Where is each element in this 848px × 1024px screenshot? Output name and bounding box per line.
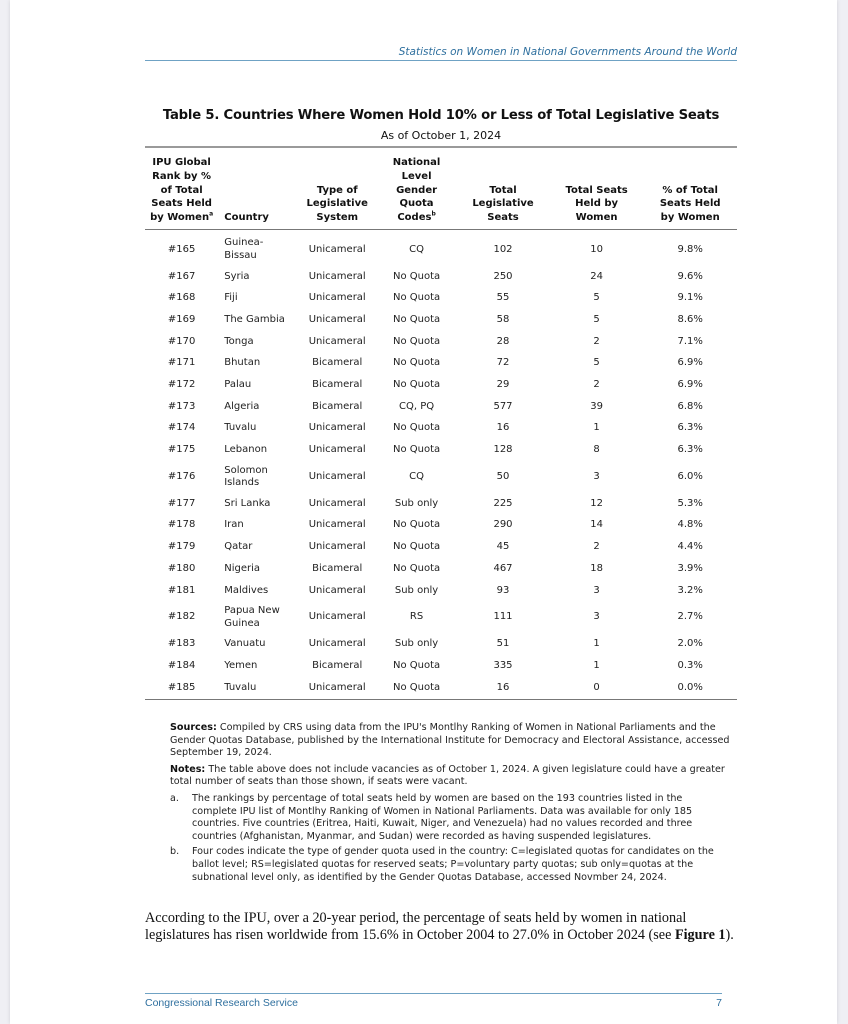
- cell-quota: No Quota: [392, 379, 441, 391]
- footnote-text: The rankings by percentage of total seats held by women are based on the 193 countries listed in the complete IPU list of Montlhy Ranking of Women in National Parliaments. Data was available for only 185 countries. Five countries (Eritrea, Haiti, Kuwait, Niger, and Venezuela) had no values recorded and three countries (Afghanistan, Myanmar, and Sudan) were recorded as having suspended legislatures.: [192, 792, 693, 842]
- table-row: [145, 353, 737, 375]
- document-page: [10, 0, 837, 1024]
- table-title: Table 5. Countries Where Women Hold 10% or Less of Total Legislative Seats: [162, 108, 720, 123]
- table-row: [145, 266, 737, 288]
- cell-women: 5: [593, 313, 600, 325]
- cell-quota: No Quota: [392, 422, 441, 434]
- cell-country: Algeria: [224, 400, 260, 412]
- cell-percent: 2.0%: [677, 638, 703, 650]
- cell-country: Nigeria: [224, 562, 261, 574]
- cell-rank: #176: [167, 470, 196, 482]
- cell-country: Vanuatu: [224, 638, 266, 650]
- cell-total: 51: [496, 638, 510, 650]
- table-row: [145, 655, 737, 677]
- cell-percent: 6.9%: [677, 357, 703, 369]
- column-header-quota: National Level Gender Quota Codes$^b$: [377, 147, 456, 229]
- cell-country: Fiji: [224, 292, 238, 304]
- cell-country: Tuvalu: [224, 422, 257, 434]
- cell-women: 1: [593, 422, 600, 434]
- cell-total: 72: [496, 357, 510, 369]
- table-row: [145, 493, 737, 515]
- page-number: 7: [716, 997, 722, 1009]
- table-row: [145, 461, 737, 493]
- cell-women: 39: [590, 400, 603, 412]
- cell-percent: 6.3%: [677, 444, 703, 456]
- table-row: [145, 331, 737, 353]
- cell-total: 128: [493, 444, 513, 456]
- cell-total: 467: [493, 562, 513, 574]
- cell-quota: CQ, PQ: [398, 400, 435, 412]
- column-header-women-seats: Total Seats Held by Women: [550, 147, 644, 229]
- cell-percent: 9.6%: [677, 270, 703, 282]
- sources-label: Sources:: [170, 722, 217, 733]
- footer-publisher: Congressional Research Service: [145, 997, 298, 1009]
- cell-total: 45: [496, 541, 510, 553]
- table-row: [145, 515, 737, 537]
- table-row: [145, 288, 737, 310]
- cell-type: Bicameral: [312, 562, 363, 574]
- table-row: [145, 558, 737, 580]
- cell-rank: #171: [167, 357, 196, 369]
- cell-women: 18: [590, 562, 603, 574]
- cell-rank: #175: [167, 444, 196, 456]
- cell-country: Guinea- Bissau: [224, 237, 264, 261]
- cell-percent: 0.3%: [677, 659, 703, 671]
- cell-total: 16: [496, 422, 510, 434]
- cell-rank: #167: [167, 270, 196, 282]
- notes-text: The table above does not include vacancies as of October 1, 2024. A given legislature could have a greater total number of seats than those shown, if seats were vacant.: [170, 763, 725, 788]
- cell-type: Unicameral: [308, 638, 366, 650]
- cell-women: 3: [593, 584, 600, 596]
- cell-type: Unicameral: [298, 677, 377, 699]
- cell-type: Bicameral: [312, 357, 363, 369]
- cell-rank: #173: [167, 400, 196, 412]
- cell-rank: #184: [167, 659, 196, 671]
- cell-rank: #183: [167, 638, 196, 650]
- table-row: [145, 677, 737, 699]
- cell-percent: 4.8%: [677, 519, 703, 531]
- cell-women: 10: [590, 243, 603, 255]
- cell-quota: No Quota: [392, 313, 441, 325]
- column-header-total-seats: Total Legislative Seats: [456, 147, 550, 229]
- cell-percent: 6.0%: [677, 470, 703, 482]
- cell-country: The Gambia: [224, 313, 285, 325]
- cell-country: Tonga: [224, 335, 254, 347]
- cell-women: 5: [593, 292, 600, 304]
- cell-quota: No Quota: [392, 357, 441, 369]
- cell-women: 12: [590, 497, 603, 509]
- notes-label: Notes:: [170, 763, 206, 775]
- cell-total: 290: [493, 519, 513, 531]
- cell-quota: No Quota: [392, 292, 441, 304]
- cell-percent: 6.9%: [677, 379, 703, 391]
- cell-country: Yemen: [224, 659, 258, 671]
- cell-country: Papua New Guinea: [224, 605, 280, 629]
- cell-women: 3: [593, 470, 600, 482]
- cell-rank: #169: [167, 313, 196, 325]
- cell-total: 29: [496, 379, 510, 391]
- cell-women: 2: [593, 335, 600, 347]
- cell-type: Unicameral: [308, 335, 366, 347]
- body-paragraph: According to the IPU, over a 20-year period, the percentage of seats held by women in national legislatures has risen worldwide from 15.6% in October 2004 to 27.0% in October 2024 (see Figure 1).: [145, 910, 734, 943]
- footnote-a: [170, 793, 730, 843]
- cell-percent: 4.4%: [677, 541, 703, 553]
- cell-percent: 6.8%: [677, 400, 703, 412]
- column-header-type: Type of Legislative System: [298, 147, 377, 229]
- table-row: [145, 396, 737, 418]
- cell-percent: 6.3%: [677, 422, 703, 434]
- cell-type: Unicameral: [308, 497, 366, 509]
- cell-rank: #181: [167, 584, 196, 596]
- cell-quota: No Quota: [392, 270, 441, 282]
- cell-rank: #168: [167, 292, 196, 304]
- cell-total: 55: [496, 292, 510, 304]
- running-header: Statistics on Women in National Governments Around the World: [145, 46, 737, 61]
- cell-percent: 7.1%: [677, 335, 703, 347]
- cell-rank: #174: [167, 422, 196, 434]
- cell-type: Unicameral: [308, 422, 366, 434]
- cell-total: 111: [493, 611, 513, 623]
- cell-rank: #170: [167, 335, 196, 347]
- figure-reference-link[interactable]: Figure 1: [674, 926, 726, 943]
- cell-rank: #172: [167, 379, 196, 391]
- cell-percent: 3.2%: [677, 584, 703, 596]
- cell-total: 577: [493, 400, 513, 412]
- cell-country: Lebanon: [224, 444, 268, 456]
- cell-total: 28: [496, 335, 510, 347]
- footnote-marker-a: a: [209, 210, 214, 218]
- cell-country: Solomon Islands: [224, 464, 268, 489]
- cell-quota: No Quota: [392, 562, 441, 574]
- column-header-rank: IPU Global Rank by % of Total Seats Held by Women$^a$: [145, 147, 218, 229]
- cell-total: 250: [493, 270, 513, 282]
- cell-type: Unicameral: [308, 584, 366, 596]
- cell-women: 14: [590, 519, 603, 531]
- table-header-row: [145, 147, 737, 229]
- cell-total: 225: [493, 497, 513, 509]
- cell-quota: Sub only: [394, 638, 439, 650]
- cell-type: Bicameral: [312, 659, 363, 671]
- cell-type: Unicameral: [308, 611, 366, 623]
- table-row: [145, 309, 737, 331]
- cell-rank: #178: [167, 519, 196, 531]
- cell-rank: #165: [167, 243, 196, 255]
- cell-women: 3: [593, 611, 600, 623]
- footnote-marker-b: b: [431, 210, 436, 218]
- cell-type: Unicameral: [308, 313, 366, 325]
- cell-quota: No Quota: [392, 659, 441, 671]
- table-row: [145, 374, 737, 396]
- cell-women: 8: [593, 444, 600, 456]
- cell-percent: 5.3%: [677, 497, 703, 509]
- cell-rank: #180: [167, 562, 196, 574]
- cell-type: Bicameral: [312, 379, 363, 391]
- footnote-marker: b.: [170, 846, 180, 858]
- cell-total: 93: [496, 584, 510, 596]
- sources-note: [170, 722, 730, 760]
- cell-type: Unicameral: [308, 541, 366, 553]
- cell-country: Tuvalu: [218, 677, 297, 699]
- sources-text: Compiled by CRS using data from the IPU's Montlhy Ranking of Women in National Parliaments and the Gender Quotas Database, published by the International Institute for Democracy and Electoral Assistance, accessed September 19, 2024.: [170, 722, 730, 759]
- cell-women: 2: [593, 541, 600, 553]
- cell-quota: Sub only: [394, 584, 439, 596]
- footnote-b: [170, 846, 730, 884]
- cell-women: 1: [593, 659, 600, 671]
- cell-total: 50: [496, 470, 510, 482]
- cell-country: Bhutan: [224, 357, 261, 369]
- table-row: [145, 418, 737, 440]
- cell-type: Unicameral: [308, 270, 366, 282]
- table-row: [145, 634, 737, 656]
- footnote-text: Four codes indicate the type of gender quota used in the country: C=legislated quotas for candidates on the ballot level; RS=legislated quotas for reserved seats; P=voluntary party quotas; sub only=quotas at the subnational level only, as identified by the Gender Quotas Database, accessed Novmber 24, 2024.: [192, 846, 714, 883]
- cell-percent: 9.8%: [677, 243, 703, 255]
- table-notes: [170, 722, 730, 887]
- cell-percent: 2.7%: [677, 611, 703, 623]
- cell-country: Iran: [224, 519, 244, 531]
- column-header-percent: % of Total Seats Held by Women: [643, 147, 737, 229]
- cell-women: 0: [550, 677, 644, 699]
- cell-women: 5: [593, 357, 600, 369]
- cell-rank: #182: [167, 611, 196, 623]
- page-footer: [145, 993, 722, 1009]
- cell-type: Unicameral: [308, 444, 366, 456]
- cell-percent: 8.6%: [677, 313, 703, 325]
- cell-total: 58: [496, 313, 510, 325]
- cell-total: 102: [493, 243, 513, 255]
- cell-percent: 3.9%: [677, 562, 703, 574]
- cell-type: Unicameral: [308, 292, 366, 304]
- cell-rank: #177: [167, 497, 196, 509]
- cell-quota: RS: [409, 611, 424, 623]
- cell-type: Unicameral: [308, 470, 366, 482]
- cell-type: Unicameral: [308, 519, 366, 531]
- footnote-marker: a.: [170, 792, 179, 804]
- table-row: [145, 580, 737, 602]
- cell-total: 335: [493, 659, 513, 671]
- cell-total: 16: [456, 677, 550, 699]
- cell-type: Unicameral: [308, 243, 366, 255]
- cell-rank: #185: [145, 677, 218, 699]
- table-row: [145, 602, 737, 634]
- cell-country: Maldives: [224, 584, 269, 596]
- cell-quota: Sub only: [394, 497, 439, 509]
- cell-type: Bicameral: [312, 400, 363, 412]
- cell-country: Sri Lanka: [224, 497, 271, 509]
- table-row: [145, 229, 737, 266]
- cell-country: Palau: [224, 379, 252, 391]
- cell-quota: No Quota: [392, 335, 441, 347]
- cell-women: 24: [590, 270, 603, 282]
- cell-quota: No Quota: [392, 444, 441, 456]
- cell-percent: 9.1%: [677, 292, 703, 304]
- table-row: [145, 537, 737, 559]
- cell-quota: No Quota: [392, 541, 441, 553]
- column-header-country: Country: [218, 147, 297, 229]
- cell-quota: CQ: [409, 470, 424, 482]
- cell-country: Qatar: [224, 541, 253, 553]
- cell-women: 2: [593, 379, 600, 391]
- table-row: [145, 439, 737, 461]
- cell-quota: No Quota: [377, 677, 456, 699]
- table-subtitle: As of October 1, 2024: [380, 129, 502, 142]
- cell-percent: 0.0%: [643, 677, 737, 699]
- cell-rank: #179: [167, 541, 196, 553]
- cell-quota: CQ: [409, 243, 424, 255]
- cell-quota: No Quota: [392, 519, 441, 531]
- women-seats-table: [145, 146, 737, 700]
- cell-women: 1: [593, 638, 600, 650]
- notes-note: [170, 764, 730, 789]
- cell-country: Syria: [224, 270, 250, 282]
